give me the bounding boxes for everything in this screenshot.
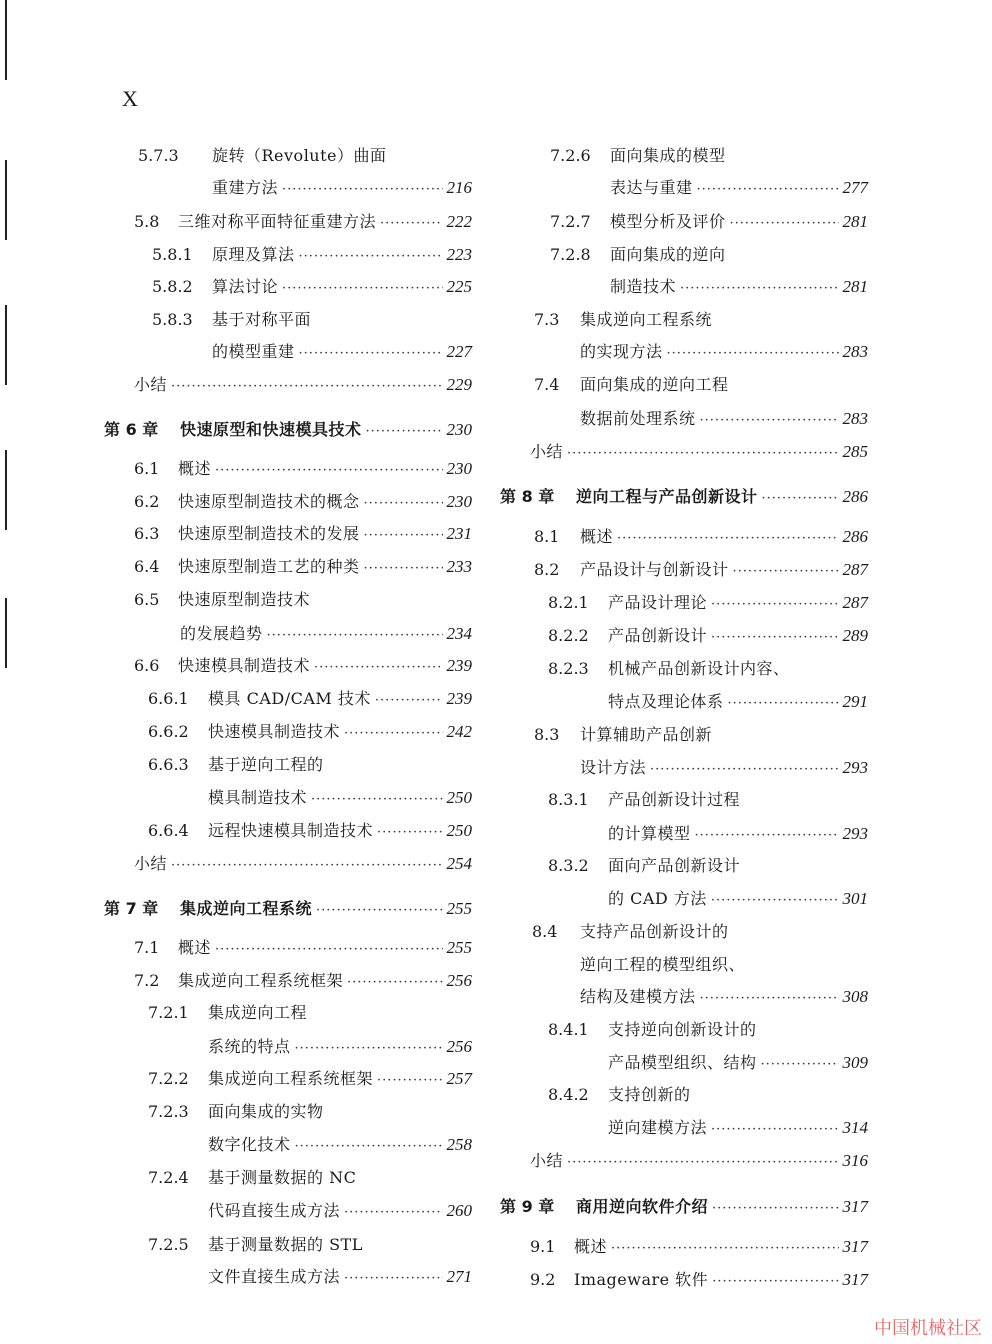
toc-entry: [500, 758, 868, 780]
toc-entry-number: 第 7 章: [104, 899, 159, 918]
toc-entry-page: 230: [446, 492, 472, 511]
toc-entry: [500, 1053, 868, 1075]
toc-entry: [104, 310, 472, 330]
toc-entry-title: 的 CAD 方法: [608, 889, 707, 908]
toc-leader-dots: [364, 494, 443, 514]
toc-entry: [104, 146, 472, 166]
toc-leader-dots: [299, 247, 443, 267]
toc-entry-page: 233: [446, 557, 472, 576]
toc-leader-dots: [316, 901, 442, 921]
toc-entry-page: 317: [842, 1237, 868, 1256]
toc-leader-dots: [377, 823, 442, 843]
toc-entry: [500, 146, 868, 166]
toc-entry-number: 7.2.7: [550, 212, 591, 231]
scan-edge-line: [5, 598, 7, 668]
toc-entry: [104, 1201, 472, 1223]
toc-entry-number: 6.1: [134, 459, 160, 478]
toc-entry-page: 316: [842, 1151, 868, 1170]
toc-entry-title: 支持逆向创新设计的: [608, 1020, 757, 1039]
toc-entry: [500, 342, 868, 364]
toc-entry-page: 231: [446, 524, 472, 543]
toc-entry-title: 的计算模型: [608, 824, 691, 843]
scan-edge-line: [5, 450, 7, 530]
toc-entry-title: 小结: [134, 375, 168, 394]
toc-entry-page: 317: [842, 1197, 868, 1216]
toc-entry: [104, 212, 472, 234]
toc-entry-title: 产品设计理论: [608, 593, 708, 612]
toc-entry-number: 6.6: [134, 656, 160, 675]
toc-entry: [104, 788, 472, 810]
toc-entry-title: 产品创新设计过程: [608, 790, 741, 809]
toc-entry-title: 系统的特点: [208, 1037, 291, 1056]
toc-entry-page: 314: [842, 1118, 868, 1137]
toc-leader-dots: [375, 691, 443, 711]
toc-leader-dots: [364, 526, 443, 546]
toc-entry-number: 7.2: [134, 971, 160, 990]
toc-entry-title: 快速原型制造技术的发展: [178, 524, 360, 543]
toc-entry: [104, 557, 472, 579]
toc-entry-title: 模具 CAD/CAM 技术: [208, 689, 371, 708]
toc-leader-dots: [171, 377, 442, 397]
toc-entry-number: 6.6.2: [148, 722, 189, 741]
toc-entry-number: 8.3: [534, 725, 560, 744]
toc-entry-page: 271: [446, 1267, 472, 1286]
toc-leader-dots: [761, 1055, 839, 1075]
toc-entry-page: 255: [446, 938, 472, 957]
toc-leader-dots: [215, 461, 442, 481]
toc-entry-title: 三维对称平面特征重建方法: [178, 212, 377, 231]
toc-entry-number: 8.1: [534, 527, 560, 546]
toc-entry-title: 产品模型组织、结构: [608, 1053, 757, 1072]
toc-entry-title: 文件直接生成方法: [208, 1267, 341, 1286]
toc-entry: [500, 1237, 868, 1259]
toc-entry: [500, 593, 868, 615]
toc-leader-dots: [711, 891, 839, 911]
toc-entry-number: 8.2.3: [548, 659, 589, 678]
toc-entry-title: 概述: [574, 1237, 608, 1256]
toc-entry-number: 8.4.2: [548, 1085, 589, 1104]
toc-leader-dots: [650, 760, 838, 780]
toc-chapter-entry: [104, 420, 472, 442]
toc-entry: [500, 277, 868, 299]
toc-entry: [500, 790, 868, 810]
toc-entry-page: 255: [446, 899, 472, 918]
toc-leader-dots: [695, 826, 839, 846]
toc-entry-title: 面向集成的实物: [208, 1102, 324, 1121]
toc-entry: [104, 1102, 472, 1122]
toc-entry-number: 6.6.1: [148, 689, 189, 708]
toc-entry-number: 第 8 章: [500, 487, 555, 506]
toc-entry-number: 5.7.3: [138, 146, 179, 165]
scan-edge-line: [5, 160, 7, 240]
toc-entry: [500, 1020, 868, 1040]
toc-entry: [500, 987, 868, 1009]
toc-entry-title: 远程快速模具制造技术: [208, 821, 374, 840]
toc-entry-number: 7.4: [534, 375, 560, 394]
toc-leader-dots: [697, 180, 839, 200]
toc-entry-title: 面向集成的逆向: [610, 245, 726, 264]
toc-entry: [500, 527, 868, 549]
toc-entry-number: 9.1: [530, 1237, 556, 1256]
toc-leader-dots: [700, 411, 839, 431]
toc-entry-page: 283: [842, 409, 868, 428]
toc-entry-page: 283: [842, 342, 868, 361]
toc-leader-dots: [711, 595, 838, 615]
toc-leader-dots: [347, 973, 442, 993]
page-number-roman: X: [122, 86, 138, 111]
toc-entry-title: 的发展趋势: [180, 624, 263, 643]
toc-entry: [500, 626, 868, 648]
toc-entry-title: 的模型重建: [212, 342, 295, 361]
toc-entry-title: 快速模具制造技术: [208, 722, 341, 741]
toc-entry: [500, 375, 868, 395]
toc-entry: [104, 1235, 472, 1255]
toc-entry-number: 9.2: [530, 1270, 556, 1289]
toc-leader-dots: [171, 856, 442, 876]
toc-entry-page: 242: [446, 722, 472, 741]
toc-entry-title: 设计方法: [580, 758, 647, 777]
toc-entry-title: 产品设计与创新设计: [580, 560, 729, 579]
toc-entry-title: 概述: [178, 459, 212, 478]
toc-entry-page: 254: [446, 854, 472, 873]
toc-entry: [500, 560, 868, 582]
toc-entry: [104, 938, 472, 960]
toc-entry-page: 285: [842, 442, 868, 461]
toc-entry-title: 小结: [530, 1151, 564, 1170]
toc-entry-title: 代码直接生成方法: [208, 1201, 341, 1220]
toc-entry-title: 小结: [530, 442, 564, 461]
toc-entry: [104, 590, 472, 610]
toc-entry-title: 旋转（Revolute）曲面: [212, 146, 387, 165]
toc-entry-page: 258: [446, 1135, 472, 1154]
toc-leader-dots: [712, 1272, 838, 1292]
toc-leader-dots: [267, 626, 443, 646]
toc-entry-page: 281: [842, 212, 868, 231]
toc-leader-dots: [711, 628, 838, 648]
toc-entry-number: 8.4.1: [548, 1020, 589, 1039]
toc-entry-page: 250: [446, 821, 472, 840]
toc-leader-dots: [344, 724, 442, 744]
toc-entry-title: 逆向建模方法: [608, 1118, 708, 1137]
toc-entry-number: 7.2.6: [550, 146, 591, 165]
toc-entry-title: 集成逆向工程系统框架: [208, 1069, 374, 1088]
toc-entry-page: 229: [446, 375, 472, 394]
toc-entry-number: 6.5: [134, 590, 160, 609]
toc-entry: [500, 659, 868, 679]
toc-leader-dots: [282, 279, 442, 299]
toc-entry: [500, 310, 868, 330]
toc-entry-page: 257: [446, 1069, 472, 1088]
toc-entry: [500, 178, 868, 200]
toc-entry-page: 281: [842, 277, 868, 296]
toc-entry-page: 286: [842, 487, 868, 506]
toc-entry-page: 291: [842, 692, 868, 711]
toc-entry-number: 8.2.2: [548, 626, 589, 645]
toc-entry: [104, 178, 472, 200]
toc-leader-dots: [295, 1039, 443, 1059]
scan-edge-line: [5, 0, 7, 80]
toc-entry-title: 基于测量数据的 STL: [208, 1235, 363, 1254]
toc-leader-dots: [366, 422, 443, 442]
toc-entry: [500, 692, 868, 714]
toc-leader-dots: [762, 489, 839, 509]
toc-entry: [104, 689, 472, 711]
toc-entry-page: 293: [842, 758, 868, 777]
toc-entry: [500, 409, 868, 431]
toc-entry-number: 7.2.1: [148, 1003, 189, 1022]
toc-entry-title: 制造技术: [610, 277, 677, 296]
toc-entry-title: 重建方法: [212, 178, 279, 197]
toc-entry: [104, 492, 472, 514]
toc-entry-number: 7.2.4: [148, 1168, 189, 1187]
toc-entry-title: 逆向工程与产品创新设计: [576, 487, 758, 506]
toc-entry-number: 5.8: [134, 212, 160, 231]
toc-leader-dots: [680, 279, 838, 299]
toc-entry: [104, 1037, 472, 1059]
toc-entry: [500, 1270, 868, 1292]
toc-entry-page: 301: [842, 889, 868, 908]
toc-entry-number: 第 6 章: [104, 420, 159, 439]
toc-entry-title: 原理及算法: [212, 245, 295, 264]
toc-leader-dots: [364, 559, 443, 579]
toc-entry-title: 的实现方法: [580, 342, 663, 361]
toc-leader-dots: [730, 214, 839, 234]
toc-leader-dots: [567, 1153, 838, 1173]
toc-entry-title: 基于对称平面: [212, 310, 312, 329]
toc-entry-title: 数据前处理系统: [580, 409, 696, 428]
toc-entry: [104, 342, 472, 364]
toc-entry-title: 快速模具制造技术: [178, 656, 311, 675]
toc-entry: [500, 1085, 868, 1105]
toc-leader-dots: [700, 989, 839, 1009]
toc-leader-dots: [344, 1269, 442, 1289]
toc-leader-dots: [377, 1071, 442, 1091]
toc-entry: [104, 1069, 472, 1091]
toc-entry: [500, 922, 868, 942]
toc-entry-title: 集成逆向工程系统: [580, 310, 713, 329]
toc-entry-number: 第 9 章: [500, 1197, 555, 1216]
toc-chapter-entry: [500, 1197, 868, 1219]
toc-entry-number: 8.3.2: [548, 856, 589, 875]
toc-entry: [500, 889, 868, 911]
toc-leader-dots: [617, 529, 838, 549]
toc-entry-page: 227: [446, 342, 472, 361]
toc-entry: [104, 821, 472, 843]
toc-leader-dots: [711, 1120, 838, 1140]
toc-entry-page: 260: [446, 1201, 472, 1220]
toc-entry: [104, 971, 472, 993]
toc-entry-page: 309: [842, 1053, 868, 1072]
toc-entry-title: 集成逆向工程系统框架: [178, 971, 344, 990]
toc-leader-dots: [311, 790, 442, 810]
toc-entry-title: 快速原型制造技术: [178, 590, 311, 609]
toc-entry-number: 6.4: [134, 557, 160, 576]
toc-entry: [104, 459, 472, 481]
toc-entry-title: 模型分析及评价: [610, 212, 726, 231]
toc-entry: [500, 824, 868, 846]
toc-entry-title: 商用逆向软件介绍: [576, 1197, 709, 1216]
toc-entry: [104, 1003, 472, 1023]
toc-leader-dots: [314, 658, 442, 678]
toc-entry: [500, 1118, 868, 1140]
toc-entry-title: 逆向工程的模型组织、: [580, 955, 746, 974]
toc-entry-title: 产品创新设计: [608, 626, 708, 645]
toc-entry-number: 7.2.2: [148, 1069, 189, 1088]
toc-leader-dots: [215, 940, 442, 960]
toc-entry-title: 面向集成的模型: [610, 146, 726, 165]
toc-entry: [104, 245, 472, 267]
toc-entry-title: 算法讨论: [212, 277, 279, 296]
toc-entry-page: 289: [842, 626, 868, 645]
toc-leader-dots: [712, 1199, 838, 1219]
toc-entry-title: 支持产品创新设计的: [580, 922, 729, 941]
toc-entry-number: 7.3: [534, 310, 560, 329]
toc-entry-page: 239: [446, 689, 472, 708]
toc-entry: [500, 1151, 868, 1173]
toc-entry-title: 模具制造技术: [208, 788, 308, 807]
toc-entry-number: 6.6.3: [148, 755, 189, 774]
toc-entry-page: 222: [446, 212, 472, 231]
toc-entry-page: 230: [446, 459, 472, 478]
toc-entry-title: 计算辅助产品创新: [580, 725, 713, 744]
toc-entry: [104, 1168, 472, 1188]
toc-entry-number: 7.1: [134, 938, 160, 957]
toc-entry: [104, 375, 472, 397]
toc-leader-dots: [380, 214, 442, 234]
toc-leader-dots: [667, 344, 839, 364]
toc-entry: [104, 722, 472, 744]
toc-leader-dots: [611, 1239, 838, 1259]
toc-entry: [104, 524, 472, 546]
toc-entry-page: 256: [446, 1037, 472, 1056]
toc-entry-title: 集成逆向工程: [208, 1003, 308, 1022]
toc-entry-title: 结构及建模方法: [580, 987, 696, 1006]
toc-entry-number: 7.2.8: [550, 245, 591, 264]
toc-entry-title: 支持创新的: [608, 1085, 691, 1104]
toc-leader-dots: [282, 180, 442, 200]
toc-entry-title: 基于逆向工程的: [208, 755, 324, 774]
toc-entry: [104, 755, 472, 775]
toc-entry-title: 面向产品创新设计: [608, 856, 741, 875]
toc-entry: [500, 856, 868, 876]
toc-entry: [104, 624, 472, 646]
toc-entry-page: 308: [842, 987, 868, 1006]
toc-entry-number: 8.4: [532, 922, 558, 941]
toc-leader-dots: [733, 562, 839, 582]
toc-entry-number: 5.8.3: [152, 310, 193, 329]
toc-entry-number: 5.8.2: [152, 277, 193, 296]
toc-entry-number: 6.2: [134, 492, 160, 511]
toc-entry-page: 223: [446, 245, 472, 264]
toc-leader-dots: [567, 444, 838, 464]
toc-entry-title: 概述: [178, 938, 212, 957]
toc-entry-page: 225: [446, 277, 472, 296]
toc-entry-title: 集成逆向工程系统: [180, 899, 313, 918]
toc-entry-page: 234: [446, 624, 472, 643]
toc-entry-page: 293: [842, 824, 868, 843]
toc-entry-number: 8.2: [534, 560, 560, 579]
toc-entry-title: 快速原型制造技术的概念: [178, 492, 360, 511]
toc-entry-number: 6.6.4: [148, 821, 189, 840]
toc-entry-title: 面向集成的逆向工程: [580, 375, 729, 394]
toc-entry-page: 277: [842, 178, 868, 197]
toc-entry-title: 小结: [134, 854, 168, 873]
scan-edge-line: [5, 305, 7, 385]
toc-entry-page: 287: [842, 560, 868, 579]
toc-entry-page: 286: [842, 527, 868, 546]
toc-entry: [500, 212, 868, 234]
toc-entry-title: 基于测量数据的 NC: [208, 1168, 357, 1187]
toc-entry-page: 239: [446, 656, 472, 675]
toc-chapter-entry: [104, 899, 472, 921]
toc-leader-dots: [344, 1203, 442, 1223]
toc-entry-title: 数字化技术: [208, 1135, 291, 1154]
toc-entry-page: 230: [446, 420, 472, 439]
toc-entry: [500, 245, 868, 265]
toc-entry: [500, 955, 868, 975]
toc-entry-number: 8.3.1: [548, 790, 589, 809]
toc-entry-page: 256: [446, 971, 472, 990]
toc-entry: [500, 725, 868, 745]
toc-entry-number: 7.2.5: [148, 1235, 189, 1254]
toc-entry-number: 5.8.1: [152, 245, 193, 264]
toc-entry: [104, 1135, 472, 1157]
toc-entry-number: 8.2.1: [548, 593, 589, 612]
toc-entry-title: 快速原型制造工艺的种类: [178, 557, 360, 576]
toc-entry-title: Imageware 软件: [574, 1270, 709, 1289]
toc-entry-title: 特点及理论体系: [608, 692, 724, 711]
toc-entry-number: 6.3: [134, 524, 160, 543]
toc-leader-dots: [295, 1137, 443, 1157]
watermark: 中国机械社区: [874, 1318, 982, 1339]
toc-entry: [104, 656, 472, 678]
toc-entry-title: 快速原型和快速模具技术: [180, 420, 362, 439]
toc-leader-dots: [299, 344, 443, 364]
toc-entry: [104, 854, 472, 876]
toc-entry: [104, 277, 472, 299]
toc-entry-title: 表达与重建: [610, 178, 693, 197]
toc-entry-title: 概述: [580, 527, 614, 546]
toc-entry-number: 7.2.3: [148, 1102, 189, 1121]
toc-entry: [500, 442, 868, 464]
toc-entry: [104, 1267, 472, 1289]
toc-entry-title: 机械产品创新设计内容、: [608, 659, 790, 678]
toc-entry-page: 250: [446, 788, 472, 807]
toc-chapter-entry: [500, 487, 868, 509]
toc-entry-page: 287: [842, 593, 868, 612]
toc-entry-page: 216: [446, 178, 472, 197]
toc-leader-dots: [728, 694, 839, 714]
toc-entry-page: 317: [842, 1270, 868, 1289]
